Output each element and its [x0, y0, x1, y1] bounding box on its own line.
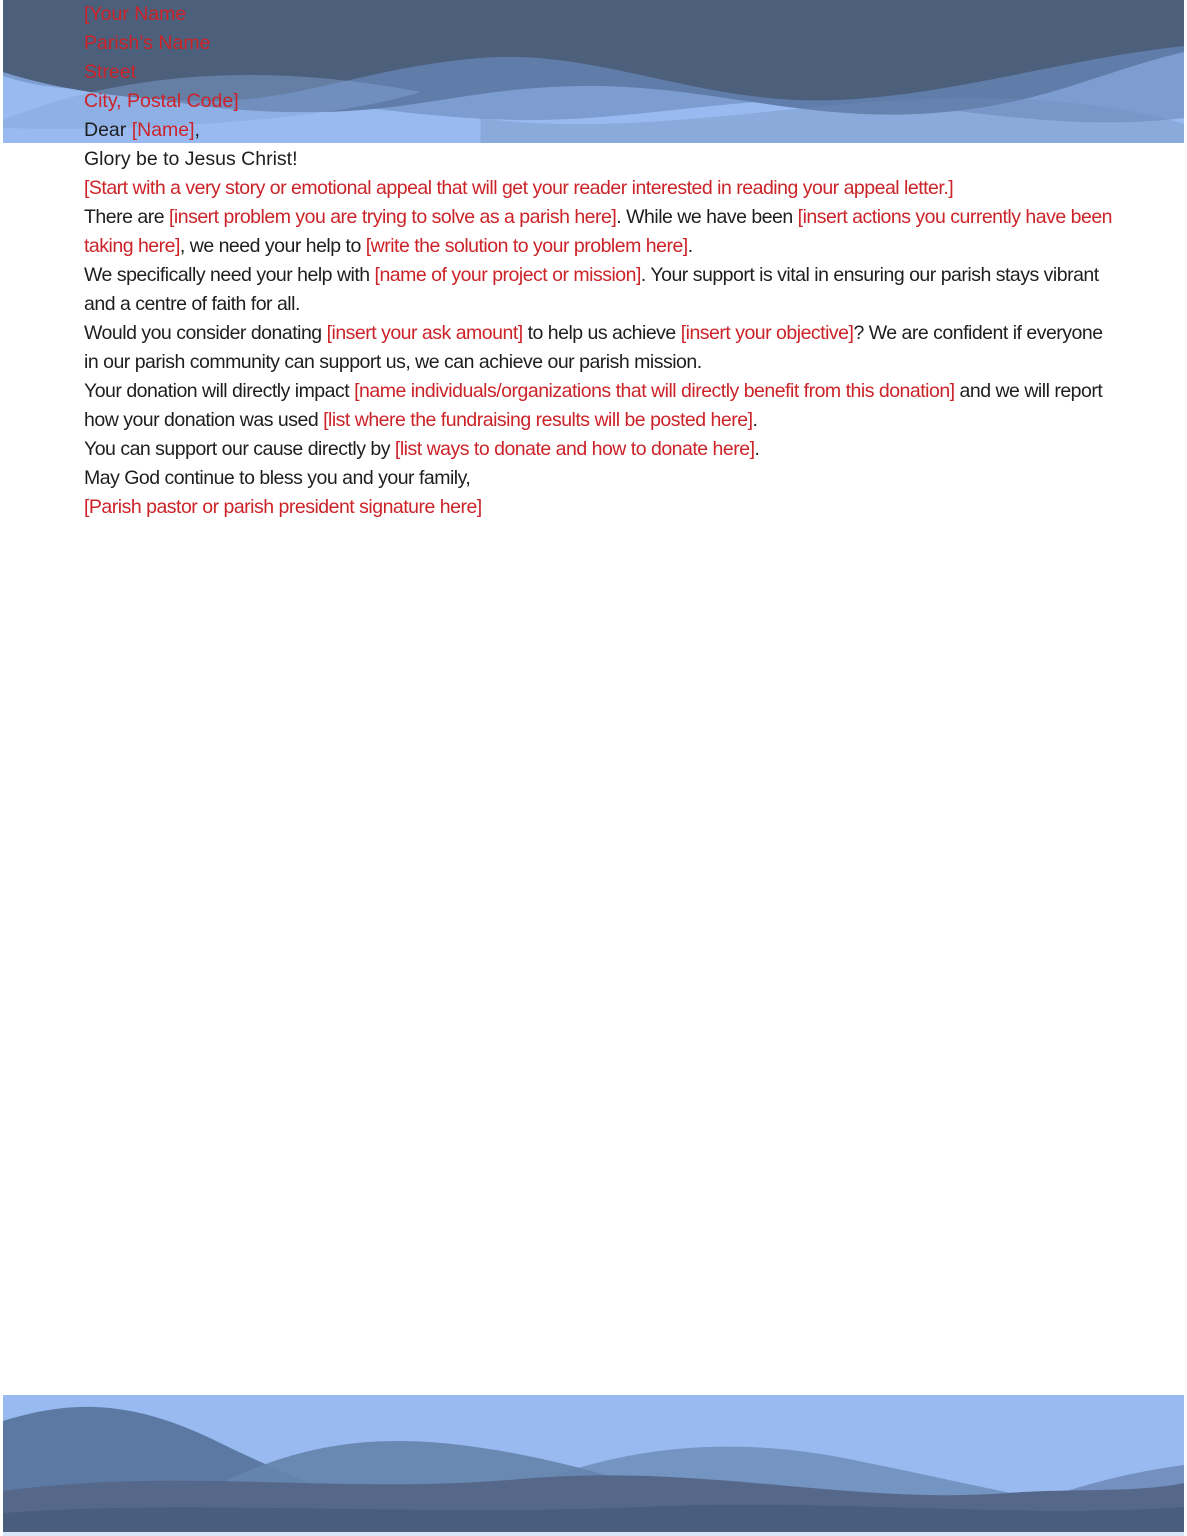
body-text: You can support our cause directly by — [84, 438, 395, 460]
placeholder-text: [list ways to donate and how to donate here] — [394, 438, 755, 460]
signature-placeholder-line — [84, 493, 1116, 522]
salutation-line — [84, 116, 1116, 145]
support-paragraph — [84, 435, 1116, 464]
placeholder-text: [insert your ask amount] — [326, 322, 523, 344]
body-text: May God continue to bless you and your family, — [84, 467, 471, 489]
placeholder-text: [insert problem you are trying to solve as a parish here] — [168, 206, 617, 228]
impact-paragraph — [84, 377, 1116, 435]
body-text: . — [752, 409, 758, 431]
footer-wave-banner — [3, 1395, 1184, 1536]
placeholder-text: [Parish pastor or parish president signature here] — [84, 496, 482, 518]
body-text: Dear — [84, 119, 132, 141]
placeholder-text: [write the solution to your problem here] — [365, 235, 688, 257]
placeholder-text: [name individuals/organizations that will directly benefit from this donation] — [354, 380, 955, 402]
body-text: We specifically need your help with — [84, 264, 375, 286]
body-text: . Your support is vital in ensuring our parish stays vibrant and a centre of faith for all. — [84, 264, 1099, 315]
letter-body — [84, 0, 1116, 522]
placeholder-text: [list where the fundraising results will be posted here] — [323, 409, 753, 431]
body-text: . — [754, 438, 760, 460]
placeholder-text: [insert actions you currently have been taking here] — [84, 206, 1113, 257]
placeholder-text: [Your Name — [84, 3, 187, 25]
footer-wave-graphic — [3, 1395, 1184, 1536]
placeholder-text: Street — [84, 61, 137, 83]
placeholder-text: [Name] — [131, 119, 195, 141]
body-text: and we will report how your donation was used — [84, 380, 1103, 431]
body-text: to help us achieve — [522, 322, 681, 344]
body-text: Would you consider donating — [84, 322, 327, 344]
body-text: , — [194, 119, 200, 141]
placeholder-text: City, Postal Code] — [84, 90, 239, 112]
body-text: ? We are confident if everyone in our parish community can support us, we can achieve our parish mission. — [84, 322, 1103, 373]
blessing-line — [84, 464, 1116, 493]
body-text: , we need your help to — [179, 235, 366, 257]
body-text: Your donation will directly impact — [84, 380, 355, 402]
body-text: . While we have been — [616, 206, 798, 228]
intro-placeholder-paragraph — [84, 174, 1116, 203]
need-paragraph — [84, 261, 1116, 319]
body-text: Glory be to Jesus Christ! — [84, 148, 298, 170]
problem-paragraph — [84, 203, 1116, 261]
placeholder-text: [insert your objective] — [680, 322, 854, 344]
placeholder-text: [Start with a very story or emotional appeal that will get your reader interested in reading your appeal letter.] — [84, 177, 954, 199]
greeting-line — [84, 145, 1116, 174]
sender-address-block — [84, 0, 1116, 116]
body-text: . — [687, 235, 693, 257]
ask-paragraph — [84, 319, 1116, 377]
placeholder-text: Parish’s Name — [84, 32, 211, 54]
body-text: There are — [84, 206, 169, 228]
placeholder-text: [name of your project or mission] — [374, 264, 641, 286]
